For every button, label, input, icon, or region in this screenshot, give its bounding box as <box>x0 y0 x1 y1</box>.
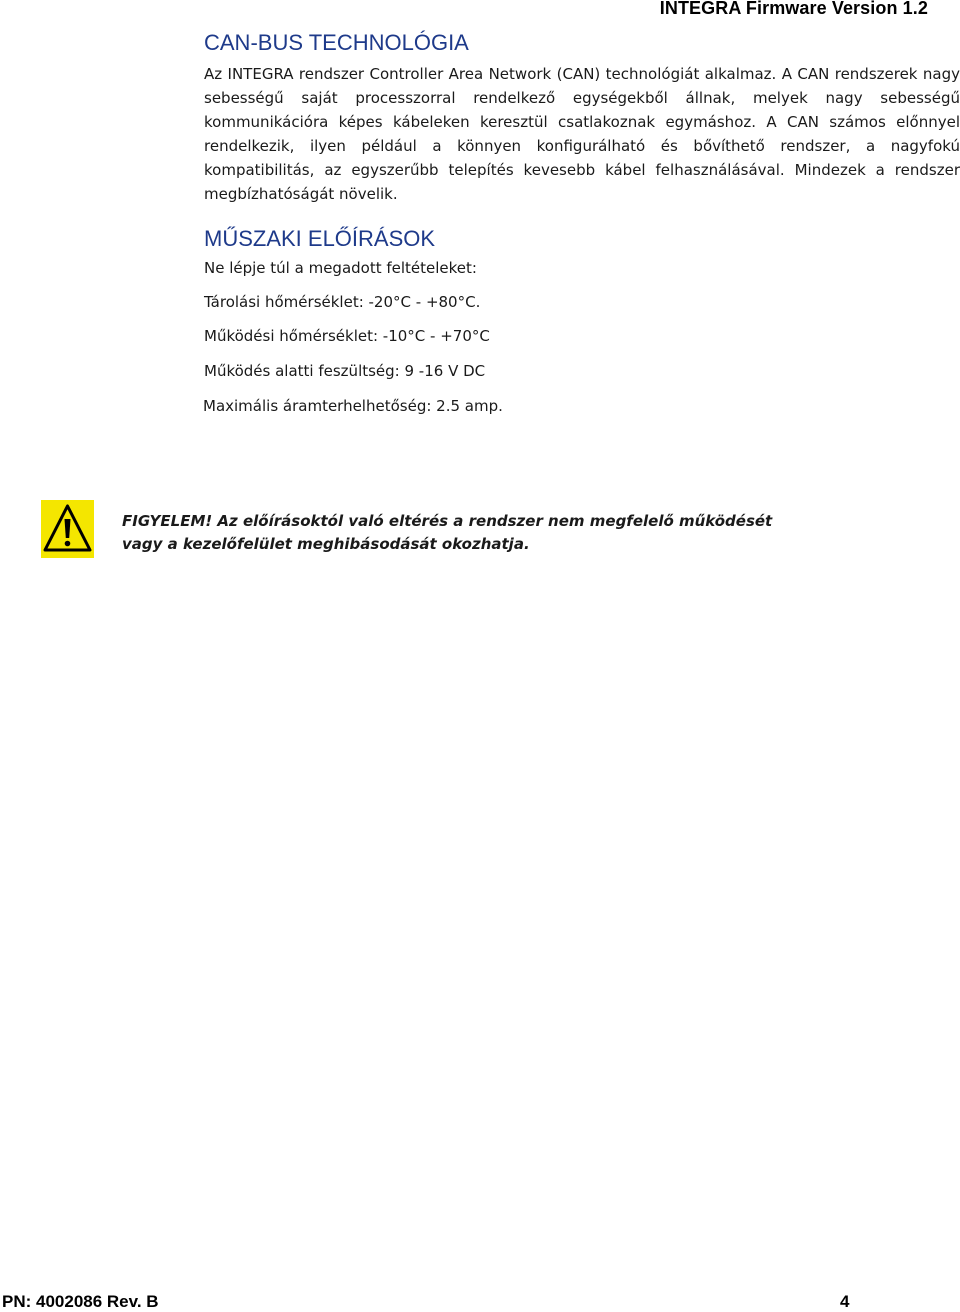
warning-message: FIGYELEM! Az előírásoktól való eltérés a rendszer nem megfelelő működését vagy a kezelőfelület meghibásodását okozhatja. <box>122 512 773 553</box>
part-number-footer: PN: 4002086 Rev. B <box>2 1292 159 1311</box>
page-number: 4 <box>840 1292 850 1311</box>
operating-temperature-spec: Működési hőmérséklet: -10°C - +70°C <box>204 327 490 345</box>
can-bus-section-title: CAN-BUS TECHNOLÓGIA <box>204 30 469 55</box>
document-version-header: INTEGRA Firmware Version 1.2 <box>659 0 928 18</box>
can-bus-description: Az INTEGRA rendszer Controller Area Network (CAN) technológiát alkalmaz. A CAN rendszerek nagy sebességű saját processzorral rendelkező egységekből állnak, melyek nagy sebességű kommunikációra képes kábeleken keresztül csatlakoznak egymáshoz. A CAN számos előnnyel rendelkezik, ilyen például a könnyen konfigurálható és bővíthető rendszer, a nagyfokú kompatibilitás, az egyszerűbb telepítés kevesebb kábel felhasználásával. Mindezek a rendszer megbízhatóságát növelik. <box>204 65 960 203</box>
max-current-spec: Maximális áramterhelhetőség: 2.5 amp. <box>203 397 503 415</box>
specifications-section-title: MŰSZAKI ELŐÍRÁSOK <box>204 226 436 251</box>
operating-voltage-spec: Működés alatti feszültség: 9 -16 V DC <box>204 362 486 380</box>
storage-temperature-spec: Tárolási hőmérséklet: -20°C - +80°C. <box>204 293 481 311</box>
warning-triangle-icon <box>41 500 94 558</box>
specs-intro-line: Ne lépje túl a megadott feltételeket: <box>204 259 477 277</box>
